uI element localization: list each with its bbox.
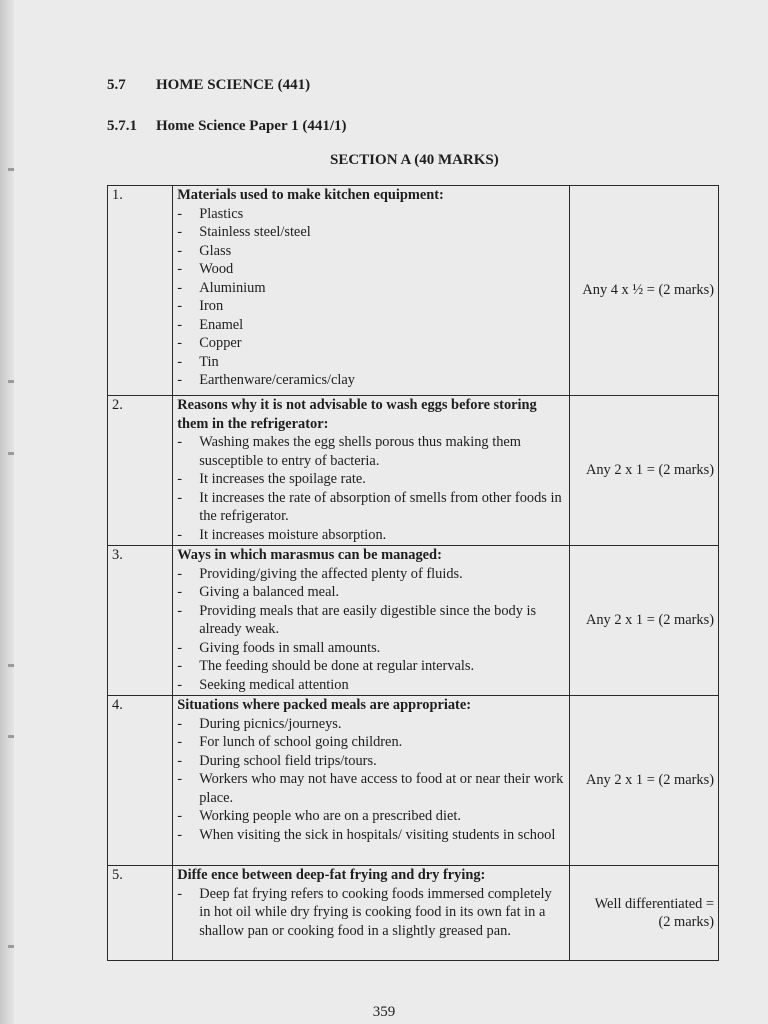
list-item: - It increases the spoilage rate. <box>177 470 564 489</box>
answer-list <box>177 433 564 544</box>
answer-list <box>177 205 564 390</box>
list-item: - Providing/giving the affected plenty of fluids. <box>177 565 564 584</box>
marks-allocation: Any 2 x 1 = (2 marks) <box>569 396 719 546</box>
list-item: - Wood <box>177 260 564 279</box>
table-row <box>108 866 719 961</box>
section-number: 5.7 <box>107 77 126 93</box>
list-item: - Copper <box>177 334 564 353</box>
section-title: HOME SCIENCE (441) <box>156 77 311 93</box>
marks-allocation: Any 2 x 1 = (2 marks) <box>569 546 719 696</box>
list-item: - Deep fat frying refers to cooking foods immersed completely in hot oil while dry frying is cooking food in its own fat in a shallow pan or cooking food in a slightly greased pan. <box>177 885 564 941</box>
list-item: - Plastics <box>177 205 564 224</box>
marks-allocation: Any 4 x ½ = (2 marks) <box>569 186 719 396</box>
binding-mark <box>8 945 14 948</box>
list-item: - Washing makes the egg shells porous thus making them susceptible to entry of bacteria. <box>177 433 564 470</box>
binding-mark <box>8 452 14 455</box>
question-title: Ways in which marasmus can be managed: <box>177 547 442 563</box>
list-item: - Providing meals that are easily digestible since the body is already weak. <box>177 602 564 639</box>
question-number: 4. <box>108 696 173 866</box>
table-row <box>108 186 719 396</box>
question-number: 2. <box>108 396 173 546</box>
answer-list <box>177 565 564 695</box>
list-item: - Giving foods in small amounts. <box>177 639 564 658</box>
part-title: SECTION A (40 MARKS) <box>330 152 499 168</box>
list-item: - Iron <box>177 297 564 316</box>
question-number: 5. <box>108 866 173 961</box>
question-content <box>173 396 569 546</box>
table-row <box>108 546 719 696</box>
question-content <box>173 866 569 961</box>
binding-mark <box>8 168 14 171</box>
list-item: - For lunch of school going children. <box>177 733 564 752</box>
marks-allocation <box>569 866 719 961</box>
list-item: - During picnics/journeys. <box>177 715 564 734</box>
question-content <box>173 186 569 396</box>
question-title: Reasons why it is not advisable to wash eggs before storing them in the refrigerator: <box>177 397 537 432</box>
marks-allocation: Any 2 x 1 = (2 marks) <box>569 696 719 866</box>
question-title: Diffe ence between deep-fat frying and dry frying: <box>177 867 486 883</box>
list-item: - Giving a balanced meal. <box>177 583 564 602</box>
page-binding-edge <box>0 0 14 1024</box>
list-item: - Aluminium <box>177 279 564 298</box>
list-item: - Glass <box>177 242 564 261</box>
list-item: - During school field trips/tours. <box>177 752 564 771</box>
question-content <box>173 546 569 696</box>
question-number: 1. <box>108 186 173 396</box>
table-row <box>108 696 719 866</box>
list-item: - The feeding should be done at regular intervals. <box>177 657 564 676</box>
marking-scheme-table <box>107 185 719 961</box>
list-item: - Seeking medical attention <box>177 676 564 695</box>
paper-title: Home Science Paper 1 (441/1) <box>156 118 347 134</box>
marks-line: (2 marks) <box>658 914 714 930</box>
list-item: - Stainless steel/steel <box>177 223 564 242</box>
list-item: - Earthenware/ceramics/clay <box>177 371 564 390</box>
paper-number: 5.7.1 <box>107 118 137 134</box>
list-item: - Enamel <box>177 316 564 335</box>
binding-mark <box>8 735 14 738</box>
table-row <box>108 396 719 546</box>
page-number: 359 <box>372 1004 396 1020</box>
question-number: 3. <box>108 546 173 696</box>
list-item: - It increases the rate of absorption of smells from other foods in the refrigerator. <box>177 489 564 526</box>
answer-list <box>177 885 564 941</box>
binding-mark <box>8 380 14 383</box>
list-item: - Workers who may not have access to food at or near their work place. <box>177 770 564 807</box>
question-content <box>173 696 569 866</box>
question-title: Materials used to make kitchen equipment: <box>177 187 444 203</box>
answer-list <box>177 715 564 845</box>
list-item: - Working people who are on a prescribed diet. <box>177 807 564 826</box>
list-item: - Tin <box>177 353 564 372</box>
marks-line: Well differentiated = <box>594 895 714 912</box>
list-item: - It increases moisture absorption. <box>177 526 564 545</box>
list-item: - When visiting the sick in hospitals/ visiting students in school <box>177 826 564 845</box>
question-title: Situations where packed meals are appropriate: <box>177 697 472 713</box>
binding-mark <box>8 664 14 667</box>
